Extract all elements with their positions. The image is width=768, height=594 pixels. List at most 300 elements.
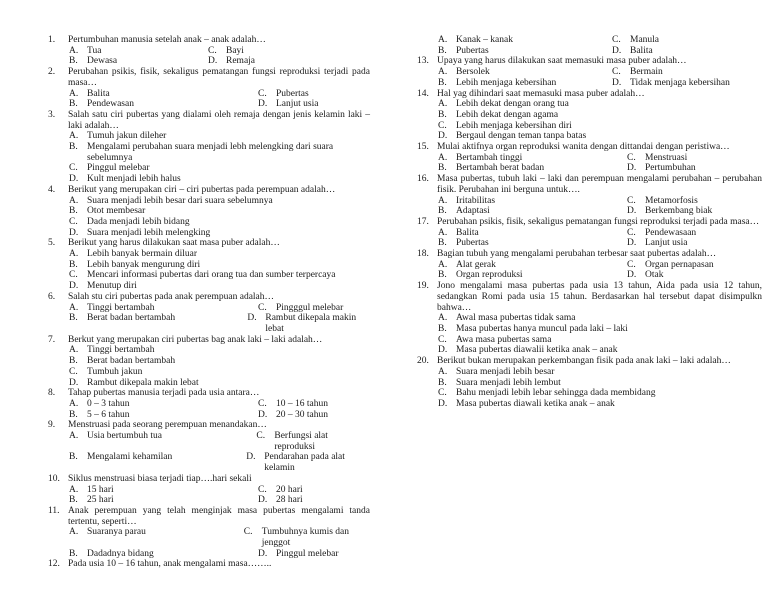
option-letter: B. — [69, 495, 78, 506]
option-text: Masa pubertas diawali ketika anak – anak — [456, 398, 615, 409]
question-item — [417, 174, 762, 217]
question-item — [48, 388, 370, 420]
option-text: Suara menjadi lebih lembut — [456, 377, 561, 388]
question-number: 10. — [48, 473, 60, 484]
option-letter: A. — [69, 88, 79, 99]
option-row — [68, 89, 370, 100]
option-row — [437, 238, 762, 249]
answer-option — [437, 206, 626, 217]
answer-option — [611, 78, 730, 89]
question-number: 2. — [48, 67, 56, 78]
option-letter: C. — [612, 35, 621, 45]
option-letter: B. — [438, 77, 447, 88]
option-text: Lebih banyak mengurung diri — [87, 259, 201, 270]
option-text: Adaptasi — [456, 206, 490, 217]
option-text: Pinggul melebar — [276, 548, 339, 559]
option-text: Alat gerak — [456, 259, 496, 270]
answer-option — [257, 410, 328, 421]
option-text: Pendarahan pada alat kelamin — [264, 452, 345, 474]
option-text: Pubertas — [276, 88, 309, 99]
option-text: Pubertas — [456, 45, 489, 56]
question-number: 8. — [48, 388, 56, 399]
option-letter: C. — [258, 484, 267, 495]
answer-option — [243, 527, 370, 548]
answer-option — [68, 431, 255, 452]
option-letter: B. — [438, 270, 447, 281]
answer-option — [626, 206, 712, 217]
answer-option — [611, 67, 663, 78]
question-stem: Tahap pubertas manusia terjadi pada usia antara… — [68, 388, 260, 399]
answer-option — [246, 313, 370, 334]
option-letter: B. — [69, 409, 78, 420]
option-text: Metamorfosis — [645, 195, 698, 206]
option-text: Tidak menjaga kebersihan — [630, 77, 730, 88]
question-stem: Bagian tubuh yang mengalami perubahan terbesar saat pubertas adalah… — [437, 249, 717, 260]
option-text: Berfungsi alat reproduksi — [274, 431, 328, 452]
option-text: Otot membesar — [87, 206, 146, 217]
answer-option — [437, 378, 762, 389]
option-letter: C. — [256, 431, 266, 442]
option-text: 20 – 30 tahun — [276, 409, 328, 420]
answer-option — [437, 67, 611, 78]
option-letter: D. — [258, 409, 268, 420]
answer-option — [437, 335, 762, 346]
answer-option — [68, 303, 257, 314]
answer-option — [626, 163, 696, 174]
answer-option — [437, 110, 762, 121]
option-text: Tumbuhnya kumis dan jenggot — [261, 527, 350, 549]
option-row — [68, 410, 370, 421]
option-letter: A. — [438, 259, 448, 270]
answer-option — [68, 270, 370, 281]
option-row — [68, 527, 370, 548]
option-letter: C. — [438, 334, 447, 345]
option-text: Iritabilitas — [456, 195, 496, 206]
option-text: Lebih dekat dengan orang tua — [456, 99, 569, 110]
option-letter: B. — [438, 377, 447, 388]
question-number: 6. — [48, 291, 56, 302]
answer-option — [68, 495, 257, 506]
option-text: Organ pernapasan — [645, 259, 714, 270]
option-letter: C. — [243, 527, 253, 538]
answer-option — [437, 324, 762, 335]
question-item — [417, 217, 762, 249]
option-letter: A. — [438, 227, 448, 238]
option-letter: D. — [246, 452, 256, 463]
option-row — [68, 313, 370, 334]
question-item — [48, 474, 370, 506]
option-letter: A. — [438, 67, 448, 78]
option-letter: B. — [69, 313, 78, 324]
option-letter: C. — [69, 163, 78, 174]
option-text: Bergaul dengan teman tanpa batas — [456, 131, 587, 142]
answer-option — [437, 46, 611, 57]
answer-option — [437, 260, 626, 271]
option-letter: D. — [438, 398, 448, 409]
option-text: Bertambah tinggi — [456, 152, 523, 163]
option-text: Suara menjadi lebih besar — [456, 366, 555, 377]
answer-option — [437, 99, 762, 110]
option-text: Pinggul melebar — [87, 163, 150, 174]
question-item — [48, 110, 370, 185]
option-letter: D. — [69, 377, 79, 388]
option-text: Berkembang biak — [645, 206, 713, 217]
option-text: Balita — [456, 227, 479, 238]
answer-option — [207, 56, 255, 67]
answer-option — [68, 313, 246, 334]
option-row — [437, 196, 762, 207]
question-number: 3. — [48, 109, 56, 120]
option-text: Berat badan bertambah — [87, 313, 176, 324]
option-row — [68, 56, 370, 67]
question-item — [417, 142, 762, 174]
option-text: Mengalami perubahan suara menjadi lebh melengking dari suara sebelumnya — [87, 142, 334, 163]
option-letter: A. — [438, 366, 448, 377]
option-text: Lebih banyak bermain diluar — [87, 249, 198, 260]
option-letter: C. — [69, 216, 78, 227]
answer-option — [437, 399, 762, 410]
option-text: Masa pubertas hanya muncul pada laki – laki — [456, 323, 628, 334]
answer-option — [207, 46, 244, 57]
option-letter: A. — [69, 484, 79, 495]
option-letter: A. — [438, 313, 448, 324]
option-letter: A. — [438, 99, 448, 110]
option-text: Berat badan bertambah — [87, 356, 176, 367]
answer-option — [68, 142, 370, 163]
answer-option — [626, 196, 698, 207]
question-item — [48, 185, 370, 239]
answer-option — [437, 270, 626, 281]
answer-option — [437, 35, 611, 46]
question-number: 19. — [417, 281, 429, 292]
option-row — [437, 228, 762, 239]
option-text: Usia bertumbuh tua — [87, 431, 162, 442]
option-text: Pingggul melebar — [276, 302, 344, 313]
question-number: 9. — [48, 420, 56, 431]
answer-option — [68, 56, 207, 67]
question-stem: Menstruasi pada seorang perempuan menandakan… — [68, 420, 267, 431]
option-text: Menutup diri — [87, 281, 137, 292]
option-letter: B. — [438, 238, 447, 249]
option-letter: D. — [612, 77, 622, 88]
answer-option — [68, 260, 370, 271]
answer-option — [68, 356, 370, 367]
question-stem: Salah satu ciri pubertas yang dialami oleh remaja dengan jenis kelamin laki – laki adalah… — [68, 109, 370, 131]
answer-option — [68, 163, 370, 174]
question-stem: Pada usia 10 – 16 tahun, anak mengalami masa…….. — [68, 559, 272, 570]
option-letter: C. — [69, 270, 78, 281]
option-letter: A. — [69, 45, 79, 56]
answer-option — [255, 431, 370, 452]
option-letter: A. — [69, 131, 79, 142]
answer-option — [437, 238, 626, 249]
option-letter: C. — [627, 227, 636, 238]
question-number: 7. — [48, 334, 56, 345]
option-letter: B. — [69, 356, 78, 367]
option-text: Lanjut usia — [645, 238, 688, 249]
option-text: Dadadnya bidang — [87, 548, 154, 559]
option-text: Masa pubertas diawalii ketika anak – anak — [456, 345, 618, 356]
option-text: Kult menjadi lebih halus — [87, 174, 181, 185]
option-row — [68, 495, 370, 506]
option-letter: A. — [69, 345, 79, 356]
option-text: Balita — [630, 45, 653, 56]
answer-option — [68, 228, 370, 239]
answer-option — [68, 345, 370, 356]
question-item — [48, 559, 370, 570]
option-text: Tumbuh jakun — [87, 366, 143, 377]
answer-option — [437, 153, 626, 164]
answer-option — [257, 89, 309, 100]
question-item — [417, 356, 762, 410]
option-letter: B. — [69, 259, 78, 270]
answer-option — [626, 228, 696, 239]
option-letter: B. — [69, 142, 78, 153]
answer-option — [257, 303, 343, 314]
question-item — [417, 281, 762, 356]
answer-option — [68, 99, 257, 110]
option-row — [68, 303, 370, 314]
answer-option — [437, 121, 762, 132]
answer-option — [257, 495, 303, 506]
option-letter: D. — [627, 163, 637, 174]
question-stem: Berikut yang harus dilakukan saat masa puber adalah… — [68, 238, 280, 249]
answer-option — [68, 410, 257, 421]
answer-option — [68, 549, 257, 560]
option-text: Suara menjadi lebih besar dari suara sebelumnya — [87, 195, 273, 206]
option-row — [437, 35, 762, 46]
answer-option — [437, 131, 762, 142]
option-text: Bermain — [630, 67, 663, 78]
option-text: Rambut dikepala makin lebat — [87, 377, 199, 388]
answer-option — [68, 527, 243, 548]
option-text: Bertambah berat badan — [456, 163, 545, 174]
question-item — [417, 56, 762, 88]
option-letter: D. — [247, 313, 257, 324]
option-text: Balita — [87, 88, 110, 99]
question-number: 5. — [48, 238, 56, 249]
option-letter: B. — [438, 163, 447, 174]
option-letter: A. — [69, 431, 79, 442]
option-letter: A. — [438, 35, 448, 45]
option-letter: D. — [627, 206, 637, 217]
option-text: Lebih menjaga kebersihan — [456, 77, 557, 88]
option-text: 20 hari — [276, 484, 303, 495]
question-number: 4. — [48, 184, 56, 195]
option-text: Suaranya parau — [87, 527, 146, 538]
question-number: 17. — [417, 216, 429, 227]
answer-option — [68, 46, 207, 57]
question-number: 14. — [417, 88, 429, 99]
option-letter: A. — [69, 249, 79, 260]
option-letter: D. — [208, 56, 218, 67]
option-text: Remaja — [226, 56, 256, 67]
question-stem: Berikut yang merupakan ciri – ciri pubertas pada perempuan adalah… — [68, 184, 336, 195]
option-letter: C. — [612, 67, 621, 78]
option-text: Suara menjadi lebih melengking — [87, 227, 211, 238]
option-letter: A. — [69, 195, 79, 206]
option-row — [437, 153, 762, 164]
option-letter: B. — [438, 45, 447, 56]
question-item — [417, 249, 762, 281]
option-text: Tua — [87, 45, 102, 56]
option-letter: C. — [69, 366, 78, 377]
option-letter: B. — [438, 323, 447, 334]
answer-option — [437, 228, 626, 239]
option-text: Menstruasi — [645, 152, 688, 163]
option-text: Bersolek — [456, 67, 490, 78]
answer-option — [437, 388, 762, 399]
option-text: Bahu menjadi lebih lebar sehingga dada membidang — [456, 388, 656, 399]
option-letter: D. — [627, 270, 637, 281]
question-number: 15. — [417, 142, 429, 153]
question-stem: Berikut bukan merupakan perkembangan fisik pada anak laki – laki adalah… — [437, 356, 731, 367]
option-text: Kanak – kanak — [456, 35, 513, 45]
question-number: 20. — [417, 356, 429, 367]
option-row — [437, 163, 762, 174]
question-item — [417, 35, 762, 56]
option-row — [68, 452, 370, 473]
option-text: Pendewasaan — [645, 227, 697, 238]
answer-option — [626, 238, 687, 249]
option-row — [437, 260, 762, 271]
answer-option — [437, 313, 762, 324]
option-row — [437, 46, 762, 57]
option-text: Rambut dikepala makin lebat — [265, 313, 357, 334]
answer-option — [68, 378, 370, 389]
option-row — [68, 485, 370, 496]
option-row — [437, 67, 762, 78]
question-item — [48, 67, 370, 110]
question-item — [48, 335, 370, 389]
option-letter: D. — [438, 131, 448, 142]
option-text: Organ reproduksi — [456, 270, 523, 281]
question-stem: Upaya yang harus dilakukan saat memasuki masa puber adalah… — [437, 56, 687, 67]
option-letter: D. — [627, 238, 637, 249]
option-letter: C. — [627, 259, 636, 270]
option-text: Dada menjadi lebih bidang — [87, 216, 190, 227]
option-row — [68, 399, 370, 410]
answer-option — [68, 485, 257, 496]
answer-option — [68, 367, 370, 378]
question-number: 12. — [48, 559, 60, 570]
question-stem: Jono mengalami masa pubertas pada usia 13 tahun, Aida pada usia 12 tahun, sedangkan Romi pada usia 15 tahun. Berdasarkan hal tersebut dapat disimpulkn bahwa… — [437, 281, 762, 313]
option-row — [437, 270, 762, 281]
option-text: Tinggi bertambah — [87, 345, 155, 356]
question-item — [48, 506, 370, 560]
option-text: Tinggi bertambah — [87, 302, 155, 313]
option-row — [68, 99, 370, 110]
answer-option — [437, 163, 626, 174]
answer-option — [68, 196, 370, 207]
option-letter: D. — [258, 495, 268, 506]
answer-option — [68, 281, 370, 292]
answer-option — [437, 345, 762, 356]
option-letter: C. — [258, 88, 267, 99]
answer-option — [437, 367, 762, 378]
option-text: Pendewasan — [87, 99, 134, 110]
option-letter: D. — [438, 345, 448, 356]
option-letter: D. — [612, 45, 622, 56]
question-stem: Hal yag dihindari saat memasuki masa puber adalah… — [437, 88, 645, 99]
answer-option — [626, 153, 687, 164]
question-number: 18. — [417, 249, 429, 260]
option-letter: B. — [438, 206, 447, 217]
option-letter: A. — [69, 302, 79, 313]
option-letter: D. — [258, 548, 268, 559]
question-item — [417, 89, 762, 143]
left-column — [48, 35, 370, 570]
question-item — [48, 292, 370, 335]
question-number: 11. — [48, 505, 60, 516]
question-stem: Masa pubertas, tubuh laki – laki dan perempuan mengalami perubahan – perubahan fisik. Perubahan ini berguna untuk…. — [437, 174, 762, 195]
option-text: 25 hari — [87, 495, 114, 506]
question-stem: Berkut yang merupakan ciri pubertas bag anak laki – laki adalah… — [68, 334, 323, 345]
option-letter: A. — [438, 152, 448, 163]
option-letter: A. — [69, 398, 79, 409]
option-text: Lanjut usia — [276, 99, 319, 110]
answer-option — [68, 399, 257, 410]
option-text: 28 hari — [276, 495, 303, 506]
option-letter: B. — [438, 109, 447, 120]
question-stem: Anak perempuan yang telah menginjak masa pubertas mengalami tanda tertentu, seperti… — [68, 505, 370, 527]
option-letter: B. — [69, 206, 78, 217]
question-number: 1. — [48, 35, 56, 45]
option-text: 10 – 16 tahun — [276, 398, 328, 409]
option-row — [68, 431, 370, 452]
question-item — [48, 238, 370, 292]
question-item — [48, 420, 370, 474]
option-letter: A. — [438, 195, 448, 206]
answer-option — [245, 452, 370, 473]
option-letter: C. — [258, 302, 267, 313]
option-row — [437, 206, 762, 217]
option-text: Dewasa — [87, 56, 118, 67]
answer-option — [68, 131, 370, 142]
answer-option — [68, 206, 370, 217]
option-row — [68, 46, 370, 57]
answer-option — [437, 196, 626, 207]
question-stem: Pertumbuhan manusia setelah anak – anak adalah… — [68, 35, 266, 45]
option-letter: B. — [69, 56, 78, 67]
option-text: 0 – 3 tahun — [87, 398, 130, 409]
answer-option — [611, 35, 659, 46]
question-stem: Perubahan psikis, fisik, sekaligus pematangan fungsi reproduksi terjadi pada masa… — [68, 67, 370, 88]
option-text: Lebih menjaga kebersihan diri — [456, 120, 572, 131]
question-stem: Mulai aktifnya organ reproduksi wanita dengan dittandai dengan peristiwa… — [437, 142, 730, 153]
option-text: Manula — [630, 35, 660, 45]
answer-option — [68, 217, 370, 228]
question-stem: Siklus menstruasi biasa terjadi tiap….hari sekali — [68, 473, 252, 484]
answer-option — [68, 452, 245, 473]
option-row — [68, 549, 370, 560]
option-text: Lebih dekat dengan agama — [456, 109, 559, 120]
answer-option — [626, 270, 663, 281]
option-letter: C. — [438, 120, 447, 131]
question-number: 13. — [417, 56, 429, 67]
question-stem: Salah stu ciri pubertas pada anak perempuan adalah… — [68, 291, 275, 302]
option-letter: D. — [69, 281, 79, 292]
option-text: Mencari informasi pubertas dari orang tua dan sumber terpercaya — [87, 270, 336, 281]
option-text: Pubertas — [456, 238, 489, 249]
option-text: Mengalami kehamilan — [87, 452, 173, 463]
question-item — [48, 35, 370, 67]
question-number: 16. — [417, 174, 429, 185]
option-letter: C. — [627, 195, 636, 206]
answer-option — [626, 260, 714, 271]
option-text: Otak — [645, 270, 664, 281]
answer-option — [68, 249, 370, 260]
